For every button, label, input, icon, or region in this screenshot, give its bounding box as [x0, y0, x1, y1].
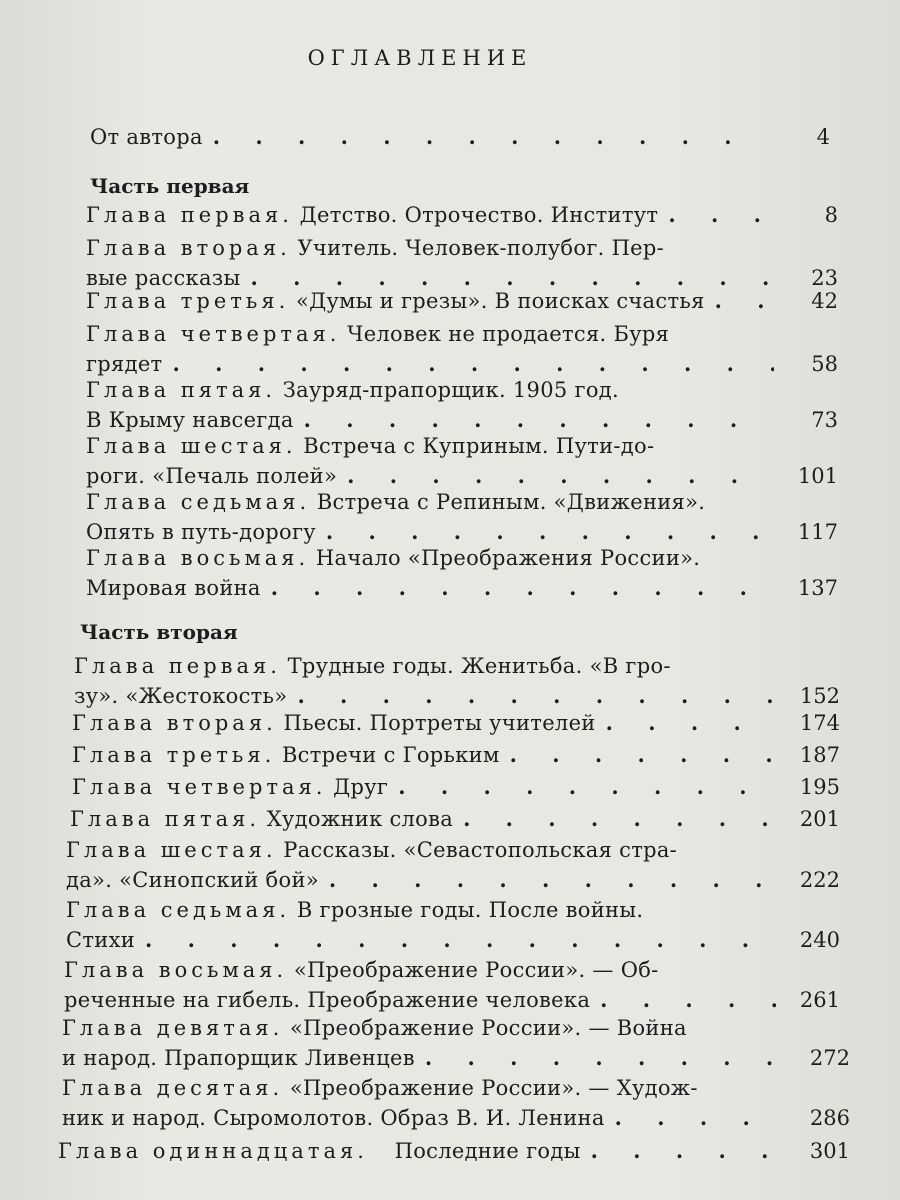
chapter-label: Глава одиннадцатая. — [58, 1139, 368, 1163]
chapter-title: «Преображение России». — Худож- — [289, 1076, 698, 1100]
chapter-label: Глава шестая. — [86, 434, 297, 458]
toc-entry — [72, 708, 840, 738]
preface-text: От автора — [90, 125, 203, 149]
dot-leader — [319, 865, 776, 894]
toc-entry — [86, 432, 838, 491]
toc-entry — [86, 544, 838, 603]
page-number: 174 — [799, 711, 840, 735]
chapter-label: Глава первая. — [74, 654, 281, 678]
dot-leader — [261, 573, 774, 602]
chapter-label: Глава шестая. — [66, 838, 277, 862]
chapter-title: Встреча с Репиным. «Движения». — [316, 490, 706, 514]
dot-leader — [287, 681, 776, 710]
page-number: 101 — [797, 464, 838, 488]
chapter-title: Последние годы — [394, 1139, 581, 1163]
chapter-label: Глава десятая. — [62, 1076, 284, 1100]
chapter-title-continued: Мировая война — [86, 576, 261, 600]
chapter-label: Глава девятая. — [62, 1016, 284, 1040]
dot-leader — [294, 405, 774, 434]
dot-leader — [500, 740, 776, 769]
toc-entry — [66, 896, 840, 955]
part-one-heading: Часть первая — [90, 174, 250, 198]
chapter-title: В грозные годы. После войны. — [296, 898, 644, 922]
preface-entry — [90, 122, 830, 152]
dot-leader — [590, 985, 776, 1014]
page-number: 195 — [799, 775, 840, 799]
chapter-title: «Думы и грезы». В поисках счастья — [295, 289, 705, 313]
dot-leader — [705, 286, 774, 315]
page-number: 23 — [811, 266, 838, 290]
chapter-label: Глава вторая. — [86, 236, 291, 260]
dot-leader — [415, 1043, 786, 1072]
page-number: 272 — [809, 1046, 850, 1070]
dot-leader — [453, 804, 776, 833]
chapter-title: «Преображение России». — Война — [289, 1016, 687, 1040]
chapter-label: Глава третья. — [72, 743, 276, 767]
dot-leader — [658, 200, 774, 229]
dot-leader — [388, 772, 776, 801]
toc-entry — [86, 320, 838, 379]
chapter-label: Глава четвертая. — [72, 775, 327, 799]
toc-entry — [86, 376, 838, 435]
chapter-label: Глава вторая. — [72, 711, 277, 735]
chapter-title: Встреча с Куприным. Пути-до- — [303, 434, 655, 458]
chapter-title-continued: ник и народ. Сыромолотов. Образ В. И. Ленина — [62, 1106, 605, 1130]
chapter-title: Встречи с Горьким — [281, 743, 500, 767]
chapter-label: Глава восьмая. — [86, 546, 310, 570]
chapter-title: Пьесы. Портреты учителей — [283, 711, 596, 735]
dot-leader — [605, 1103, 786, 1132]
chapter-label: Глава седьмая. — [66, 898, 291, 922]
toc-entry — [86, 488, 838, 547]
toc-entry — [72, 740, 840, 770]
chapter-title: Детство. Отрочество. Институт — [299, 203, 659, 227]
chapter-title-continued: вые рассказы — [86, 266, 241, 290]
chapter-title-continued: В Крыму навсегда — [86, 408, 294, 432]
toc-entry — [86, 286, 838, 316]
toc-entry — [86, 234, 838, 293]
toc-entry — [70, 804, 840, 834]
page-number: 187 — [799, 743, 840, 767]
page-number: 4 — [816, 125, 830, 149]
toc-entry — [58, 1136, 850, 1166]
toc-entry — [74, 652, 840, 711]
dot-leader — [316, 517, 774, 546]
chapter-title: Друг — [333, 775, 389, 799]
chapter-label: Глава пятая. — [70, 807, 261, 831]
page-number: 137 — [797, 576, 838, 600]
chapter-title: Трудные годы. Женитьба. «В гро- — [287, 654, 671, 678]
dot-leader — [337, 461, 774, 490]
chapter-label: Глава седьмая. — [86, 490, 311, 514]
page-number: 240 — [799, 928, 840, 952]
chapter-title: Учитель. Человек-полубог. Пер- — [297, 236, 665, 260]
page-number: 117 — [797, 520, 838, 544]
page-number: 222 — [799, 868, 840, 892]
chapter-title-continued: и народ. Прапорщик Ливенцев — [62, 1046, 415, 1070]
chapter-title: Начало «Преображения России». — [315, 546, 701, 570]
dot-leader — [581, 1136, 786, 1165]
chapter-title-continued: Опять в путь-дорогу — [86, 520, 316, 544]
chapter-label: Глава четвертая. — [86, 322, 341, 346]
chapter-title-continued: Стихи — [66, 928, 136, 952]
page-number: 73 — [811, 408, 838, 432]
page-number: 286 — [809, 1106, 850, 1130]
toc-entry — [72, 772, 840, 802]
dot-leader — [162, 349, 774, 378]
chapter-label: Глава пятая. — [86, 378, 277, 402]
toc-entry — [62, 1014, 850, 1073]
page-number: 58 — [811, 352, 838, 376]
dot-leader — [596, 708, 776, 737]
chapter-title: Зауряд-прапорщик. 1905 год. — [282, 378, 619, 402]
toc-entry — [66, 836, 840, 895]
page-number: 42 — [811, 289, 838, 313]
chapter-title-continued: реченные на гибель. Преображение человека — [64, 988, 591, 1012]
page-number: 8 — [824, 203, 838, 227]
chapter-title: Рассказы. «Севастопольская стра- — [283, 838, 678, 862]
page-number: 301 — [809, 1139, 850, 1163]
chapter-title-continued: да». «Синопский бой» — [66, 868, 319, 892]
chapter-title: Художник слова — [266, 807, 454, 831]
dot-leader — [135, 925, 776, 954]
chapter-label: Глава восьмая. — [64, 958, 288, 982]
dot-leader — [203, 122, 766, 151]
page-number: 261 — [799, 988, 840, 1012]
page-number: 201 — [799, 807, 840, 831]
chapter-title: «Преображение России». — Об- — [293, 958, 659, 982]
chapter-title-continued: роги. «Печаль полей» — [86, 464, 338, 488]
chapter-title-continued: грядет — [86, 352, 163, 376]
chapter-label: Глава первая. — [86, 203, 293, 227]
toc-entry — [86, 200, 838, 230]
page-number: 152 — [799, 684, 840, 708]
chapter-title-continued: зу». «Жестокость» — [74, 684, 288, 708]
page-title: ОГЛАВЛЕНИЕ — [307, 46, 533, 70]
chapter-label: Глава третья. — [86, 289, 290, 313]
part-two-heading: Часть вторая — [80, 620, 238, 644]
chapter-title: Человек не продается. Буря — [347, 322, 670, 346]
toc-entry — [64, 956, 840, 1015]
toc-entry — [62, 1074, 850, 1133]
